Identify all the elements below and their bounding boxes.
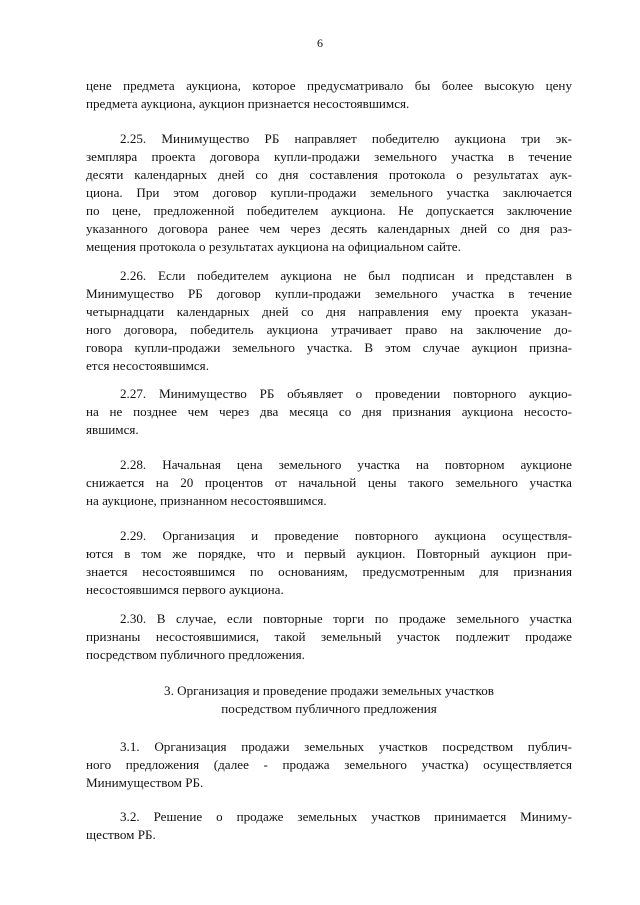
text-line: 2.28. Начальная цена земельного участка на повторном аукционе <box>120 457 572 472</box>
paragraph-2-26 <box>86 267 572 375</box>
text-line: ного договора, победитель аукциона утрачивает право на заключение до- <box>86 322 572 337</box>
paragraph-2-30 <box>86 610 572 664</box>
section-heading <box>86 682 572 718</box>
paragraph-3-2 <box>86 808 572 844</box>
text-line: говора купли-продажи земельного участка. В этом случае аукцион призна- <box>86 340 572 355</box>
text-line: цене предмета аукциона, которое предусматривало бы более высокую цену <box>86 78 572 93</box>
text-line: циона. При этом договор купли-продажи земельного участка заключается <box>86 185 572 200</box>
paragraph-2-27 <box>86 385 572 439</box>
text-line: 2.29. Организация и проведение повторного аукциона осуществля- <box>120 528 572 543</box>
text-line: на не позднее чем через два месяца со дня признания аукциона несосто- <box>86 404 572 419</box>
text-line: 3.2. Решение о продаже земельных участков принимается Миниму- <box>120 809 572 824</box>
text-line: ного предложения (далее - продажа земельного участка) осуществляется <box>86 757 572 772</box>
text-line: Минимуществом РБ. <box>86 775 204 790</box>
text-line: снижается на 20 процентов от начальной цены такого земельного участка <box>86 475 572 490</box>
text-line: Минимущество РБ договор купли-продажи земельного участка в течение <box>86 286 572 301</box>
text-line: десяти календарных дней со дня составления протокола о результатах аук- <box>86 167 572 182</box>
text-line: четырнадцати календарных дней со дня направления ему проекта указан- <box>86 304 572 319</box>
paragraph-2-29 <box>86 527 572 599</box>
text-line: указанного договора ранее чем через десять календарных дней со дня раз- <box>86 221 572 236</box>
text-line: 2.26. Если победителем аукциона не был подписан и представлен в <box>120 268 572 283</box>
text-line: на аукционе, признанном несостоявшимся. <box>86 493 327 508</box>
text-line: ется несостоявшимся. <box>86 358 209 373</box>
text-line: по цене, предложенной победителем аукциона. Не допускается заключение <box>86 203 572 218</box>
text-line: ществом РБ. <box>86 827 156 842</box>
paragraph-2-25 <box>86 130 572 256</box>
paragraph-intro <box>86 77 572 113</box>
heading-line: посредством публичного предложения <box>221 701 437 716</box>
text-line: мещения протокола о результатах аукциона на официальном сайте. <box>86 239 461 254</box>
text-line: предмета аукциона, аукцион признается несостоявшимся. <box>86 96 410 111</box>
page-number: 6 <box>317 36 323 50</box>
heading-line: 3. Организация и проведение продажи земельных участков <box>164 683 494 698</box>
text-line: 2.27. Минимущество РБ объявляет о проведении повторного аукцио- <box>120 386 572 401</box>
text-line: знается несостоявшимся по основаниям, предусмотренным для признания <box>86 564 572 579</box>
text-line: 2.30. В случае, если повторные торги по продаже земельного участка <box>120 611 572 626</box>
paragraph-3-1 <box>86 738 572 792</box>
paragraph-2-28 <box>86 456 572 510</box>
text-line: посредством публичного предложения. <box>86 647 305 662</box>
text-line: ются в том же порядке, что и первый аукцион. Повторный аукцион при- <box>86 546 572 561</box>
text-line: 2.25. Минимущество РБ направляет победителю аукциона три эк- <box>120 131 572 146</box>
text-line: земпляра проекта договора купли-продажи земельного участка в течение <box>86 149 572 164</box>
text-line: 3.1. Организация продажи земельных участков посредством публич- <box>120 739 572 754</box>
text-line: несостоявшимся первого аукциона. <box>86 582 284 597</box>
text-line: явшимся. <box>86 422 139 437</box>
text-line: признаны несостоявшимися, такой земельный участок подлежит продаже <box>86 629 572 644</box>
